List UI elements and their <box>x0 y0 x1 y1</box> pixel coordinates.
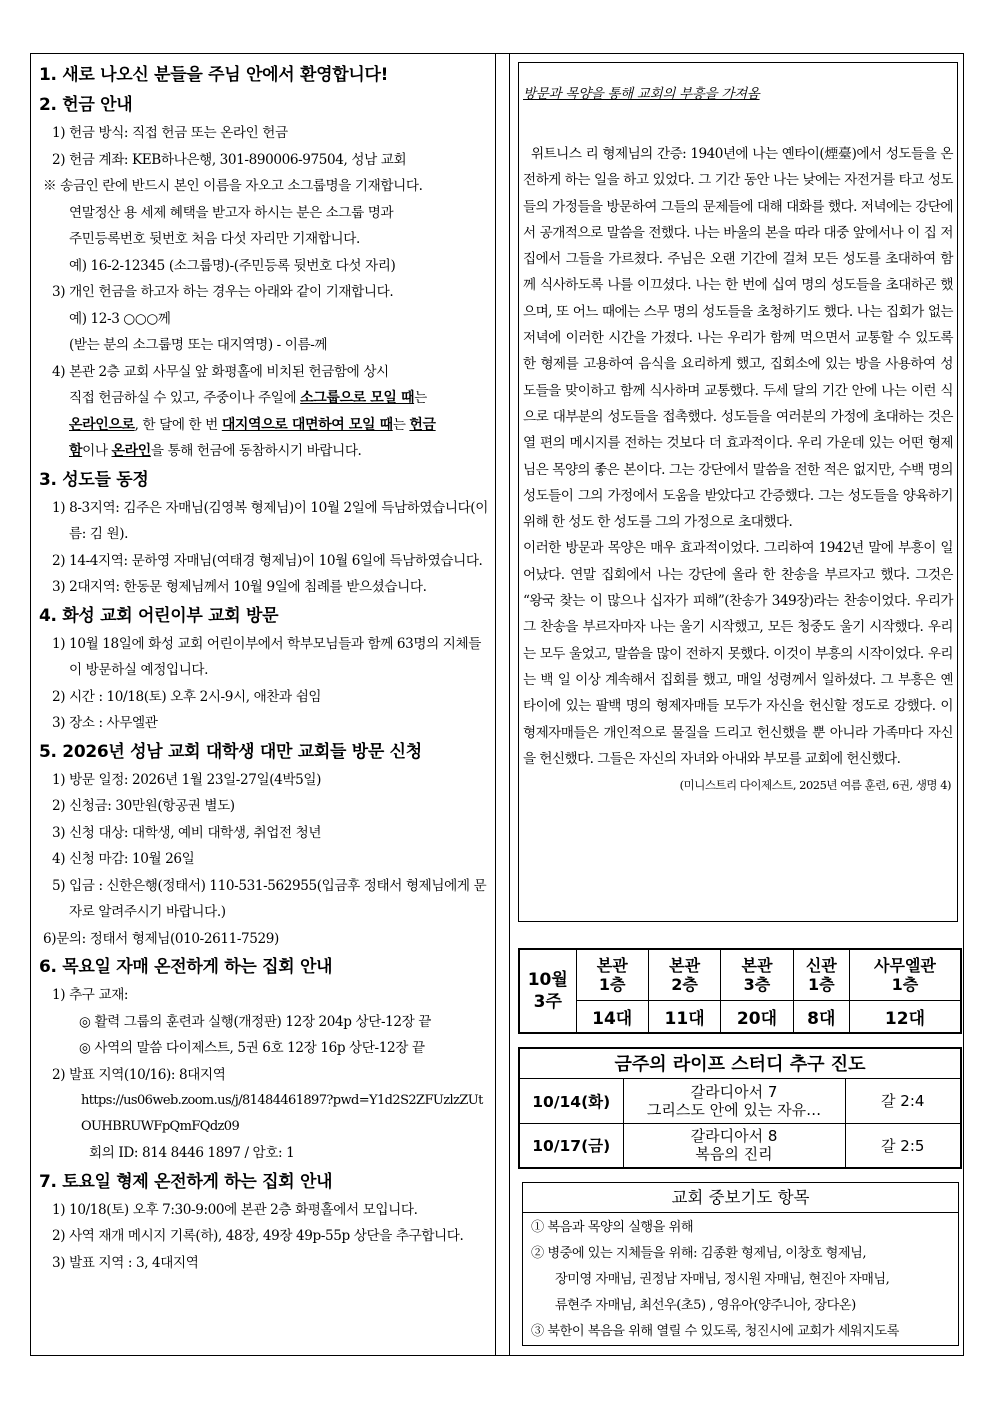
floor-header <box>793 949 849 1000</box>
zoom-meeting-id: 회의 ID: 814 8446 1897 / 암호: 1 <box>89 1145 295 1161</box>
floor: 1층 <box>598 974 626 994</box>
article-title: 방문과 목양을 통해 교회의 부흥을 가져옴 <box>523 86 760 102</box>
offering-note-3: 주민등록번호 뒷번호 처음 다섯 자리만 기재합니다. <box>69 231 360 247</box>
offering-box-line-2 <box>39 385 489 412</box>
study-date: 10/14(화) <box>519 1078 623 1123</box>
prayer-item-1: ① 복음과 목양의 실행을 위해 <box>531 1220 694 1235</box>
floor-header <box>849 949 961 1000</box>
building: 신관 <box>805 955 837 975</box>
text: , 한 달에 한 번 <box>134 416 222 433</box>
sisters-meeting-material: 1) 추구 교재: <box>52 987 129 1003</box>
emphasis: 헌금 <box>409 416 436 433</box>
life-study-table <box>518 1047 962 1169</box>
section-news-title: 3. 성도들 동정 <box>39 469 149 490</box>
article-paragraph-1: 위트니스 리 형제님의 간증: 1940년에 나는 옌타이(煙臺)에서 성도들을 온전하게 하는 일을 하고 있었다. 그 기간 동안 나는 낮에는 자전거를 타고 성도들의 가정들을 방문하여 그들의 문제들에 대해 대화를 했다. 저녁에는 강단에서 공개적으로 말씀을 전했다. 나는 바울의 본을 따라 대중 앞에서나 이 집 저 집에서 그들을 가르쳤다. 주님은 오랜 기간에 걸쳐 모든 성도를 초대하여 함께 식사하도록 나를 이끄셨다. 나는 한 번에 십여 명의 성도들을 초대하곤 했으며, 또 어느 때에는 스무 명의 성도들을 초청하기도 했다. 나는 집회가 없는 저녁에 이러한 시간을 가졌다. 나는 우리가 함께 먹으면서 교통할 수 있도록 한 형제를 고용하여 음식을 요리하게 했고, 집회소에 있는 방을 사용하여 성도들을 맞이하고 함께 식사하며 교통했다. 두세 달의 기간 안에 나는 이런 식으로 대부분의 성도들을 접촉했다. 성도들을 여러분의 가정에 초대하는 것은 열 편의 메시지를 전하는 것보다 더 효과적이다. 우리 가운데 있는 어떤 형제님은 목양의 좋은 본이다. 그는 강단에서 말씀을 전한 적은 없지만, 수백 명의 성도들이 그의 가정에서 도움을 받았다고 간증했다. 그는 성도들을 양육하기 위해 한 성도 한 성도를 그의 가정으로 초대했다. <box>523 146 953 531</box>
section-children-visit-title: 4. 화성 교회 어린이부 교회 방문 <box>39 605 279 626</box>
offering-note-example: 예) 16-2-12345 (소그룹명)-(주민등록 뒷번호 다섯 자리) <box>69 257 396 274</box>
news-item-3: 3) 2대지역: 한동문 형제님께서 10월 9일에 침례를 받으셨습니다. <box>52 579 427 595</box>
prayer-item-3: ③ 북한이 복음을 위해 열릴 수 있도록, 청진시에 교회가 세워지도록 <box>531 1324 899 1339</box>
floor-header <box>721 949 793 1000</box>
taiwan-visit-payment: 5) 입금 : 신한은행(정태서) 110-531-562955(입금후 정태서 형제님에게 문자로 알려주시기 바랍니다.) <box>52 877 487 920</box>
prayer-item-2-cont: 류현주 자매님, 최선우(초5) , 영유아(양주니아, 장다온) <box>555 1298 856 1313</box>
study-date: 10/17(금) <box>519 1123 623 1168</box>
section-taiwan-visit-title: 5. 2026년 성남 교회 대학생 대만 교회들 방문 신청 <box>39 741 422 762</box>
article-source: (미니스트리 다이제스트, 2025년 여름 훈련, 6권, 생명 4) <box>679 778 951 793</box>
offering-personal: 3) 개인 헌금을 하고자 하는 경우는 아래와 같이 기재합니다. <box>52 284 394 300</box>
floor: 2층 <box>671 974 698 994</box>
floor-count: 11대 <box>648 1000 720 1033</box>
taiwan-visit-deadline: 4) 신청 마감: 10월 26일 <box>52 851 195 867</box>
text: 는 <box>392 416 410 433</box>
article-body <box>523 141 953 772</box>
floor: 3층 <box>743 974 771 994</box>
sisters-meeting-material-2: ◎ 사역의 말씀 다이제스트, 5권 6호 12장 16p 상단-12장 끝 <box>79 1040 425 1056</box>
offering-personal-format: (받는 분의 소그룹명 또는 대지역명) - 이름-께 <box>69 337 328 353</box>
sisters-meeting-material-1: ◎ 활력 그룹의 훈련과 실행(개정판) 12장 204p 상단-12장 끝 <box>79 1013 432 1030</box>
zoom-link[interactable]: https://us06web.zoom.us/j/81484461897?pwd=Y1d2S2ZFUzlzZUtOUHBRUWFpQmFQdz09 <box>81 1093 483 1134</box>
taiwan-visit-target: 3) 신청 대상: 대학생, 예비 대학생, 취업전 청년 <box>52 824 322 841</box>
emphasis: 온라인 <box>111 443 151 459</box>
floor-count: 14대 <box>576 1000 648 1033</box>
text: 직접 헌금하실 수 있고, 주중이나 주일에 <box>69 390 301 406</box>
offering-account: 2) 헌금 계좌: KEB하나은행, 301-890006-97504, 성남 교회 <box>52 151 407 168</box>
section-brothers-meeting-title: 7. 토요일 형제 온전하게 하는 집회 안내 <box>39 1171 333 1192</box>
chapter-number: 갈라디아서 7 <box>690 1082 778 1101</box>
chapter-number: 갈라디아서 8 <box>690 1127 778 1146</box>
floor-count: 12대 <box>849 1000 961 1033</box>
chapter-title: 복음의 진리 <box>695 1145 773 1164</box>
offering-box-line-4 <box>39 438 489 465</box>
study-reference: 갈 2:5 <box>845 1123 961 1168</box>
children-visit-item-1: 1) 10월 18일에 화성 교회 어린이부에서 학부모님들과 함께 63명의 지체들이 방문하실 예정입니다. <box>52 635 481 678</box>
offering-note-2: 연말정산 용 세제 혜택을 받고자 하시는 분은 소그룹 명과 <box>69 204 394 221</box>
offering-personal-example: 예) 12-3 ○○○께 <box>69 310 171 327</box>
building: 본관 <box>596 955 628 975</box>
week-month: 10월 <box>527 970 568 990</box>
prayer-item-2: ② 병중에 있는 지체들을 위해: 김종환 형제님, 이창호 형제님, <box>531 1246 867 1261</box>
floor: 1층 <box>891 974 919 994</box>
section-offering-title: 2. 헌금 안내 <box>39 95 133 115</box>
offering-box-line-1: 4) 본관 2층 교회 사무실 앞 화평홀에 비치된 헌금함에 상시 <box>52 363 389 380</box>
study-reference: 갈 2:4 <box>845 1078 961 1123</box>
right-column <box>509 54 963 1355</box>
children-visit-place: 3) 장소 : 사무엘관 <box>52 715 158 731</box>
offering-method: 1) 헌금 방식: 직접 헌금 또는 온라인 헌금 <box>52 125 288 141</box>
taiwan-visit-fee: 2) 신청금: 30만원(항공권 별도) <box>52 798 235 814</box>
testimony-article <box>518 62 958 922</box>
brothers-meeting-time: 1) 10/18(토) 오후 7:30-9:00에 본관 2층 화평홀에서 모입니다. <box>52 1201 418 1218</box>
sisters-meeting-presenters: 2) 발표 지역(10/16): 8대지역 <box>52 1066 226 1083</box>
emphasis: 함 <box>69 443 83 459</box>
taiwan-visit-contact: 6)문의: 정태서 형제님(010-2611-7529) <box>43 930 279 947</box>
study-chapter <box>623 1078 845 1123</box>
floor-header <box>576 949 648 1000</box>
text: 이나 <box>82 443 112 459</box>
prayer-title: 교회 중보기도 항목 <box>523 1183 958 1213</box>
news-item-1: 1) 8-3지역: 김주은 자매님(김영복 형제님)이 10월 2일에 득남하였습니다(이름: 김 원). <box>52 499 488 542</box>
offering-box-line-3 <box>39 412 489 439</box>
text: 을 통해 헌금에 동참하시기 바랍니다. <box>150 443 362 459</box>
week-number: 3주 <box>533 992 562 1012</box>
emphasis: 온라인으로 <box>69 416 135 433</box>
children-visit-time: 2) 시간 : 10/18(토) 오후 2시-9시, 애찬과 쉼임 <box>52 688 322 705</box>
emphasis: 대지역으로 대면하여 모일 때 <box>221 416 393 433</box>
taiwan-visit-schedule: 1) 방문 일정: 2026년 1월 23일-27일(4박5일) <box>52 771 321 788</box>
brothers-meeting-presenters: 3) 발표 지역 : 3, 4대지역 <box>52 1254 199 1271</box>
bulletin-page <box>30 53 964 1356</box>
offering-note-1: ※ 송금인 란에 반드시 본인 이름을 자오고 소그룹명을 기재합니다. <box>43 178 423 194</box>
building: 사무엘관 <box>874 955 936 975</box>
news-item-2: 2) 14-4지역: 문하영 자매님(여태경 형제님)이 10월 6일에 득남하였습니다. <box>52 552 483 569</box>
life-study-title: 금주의 라이프 스터디 추구 진도 <box>519 1048 961 1078</box>
floor: 1층 <box>807 974 835 994</box>
floor-count: 20대 <box>721 1000 793 1033</box>
article-paragraph-2: 이러한 방문과 목양은 매우 효과적이었다. 그리하여 1942년 말에 부흥이 일어났다. 연말 집회에서 나는 강단에 올라 한 찬송을 부르자고 했다. 그것은 “왕국 찾는 이 많으나 십자가 피해”(찬송가 349장)라는 찬송이었다. 우리가 그 찬송을 부르자마자 나는 울기 시작했고, 모든 청중도 울기 시작했다. 우리는 모두 울었고, 말씀을 많이 전하지 못했다. 이것이 부흥의 시작이었다. 우리는 백 일 이상 계속해서 집회를 했고, 매일 성령께서 일하셨다. 그 부흥은 옌타이에 있는 팔백 명의 형제자매들 모두가 자신을 헌신할 정도로 강했다. 이 형제자매들은 개인적으로 물질을 드리고 헌신했을 뿐 아니라 가족마다 자신을 헌신했다. 그들은 자신의 자녀와 아내와 부모를 교회에 헌신했다. <box>523 540 953 767</box>
building: 본관 <box>741 955 773 975</box>
floor-count: 8대 <box>793 1000 849 1033</box>
floor-header <box>648 949 720 1000</box>
building: 본관 <box>669 955 701 975</box>
brothers-meeting-material: 2) 사역 재개 메시지 기록(하), 48장, 49장 49p-55p 상단을 추구합니다. <box>52 1228 464 1244</box>
section-sisters-meeting-title: 6. 목요일 자매 온전하게 하는 집회 안내 <box>39 957 333 977</box>
attendance-week <box>519 949 576 1033</box>
announcements-column <box>31 54 496 1355</box>
section-welcome-title: 1. 새로 나오신 분들을 주님 안에서 환영합니다! <box>39 65 389 85</box>
study-chapter <box>623 1123 845 1168</box>
emphasis: 소그룹으로 모일 때 <box>300 390 415 406</box>
chapter-title: 그리스도 안에 있는 자유… <box>646 1100 822 1119</box>
prayer-item-2-cont: 장미영 자매님, 권정남 자매님, 정시원 자매님, 현진아 자매님, <box>555 1272 890 1287</box>
text: 는 <box>414 390 427 406</box>
attendance-table <box>518 948 962 1034</box>
prayer-items-box <box>522 1182 959 1346</box>
